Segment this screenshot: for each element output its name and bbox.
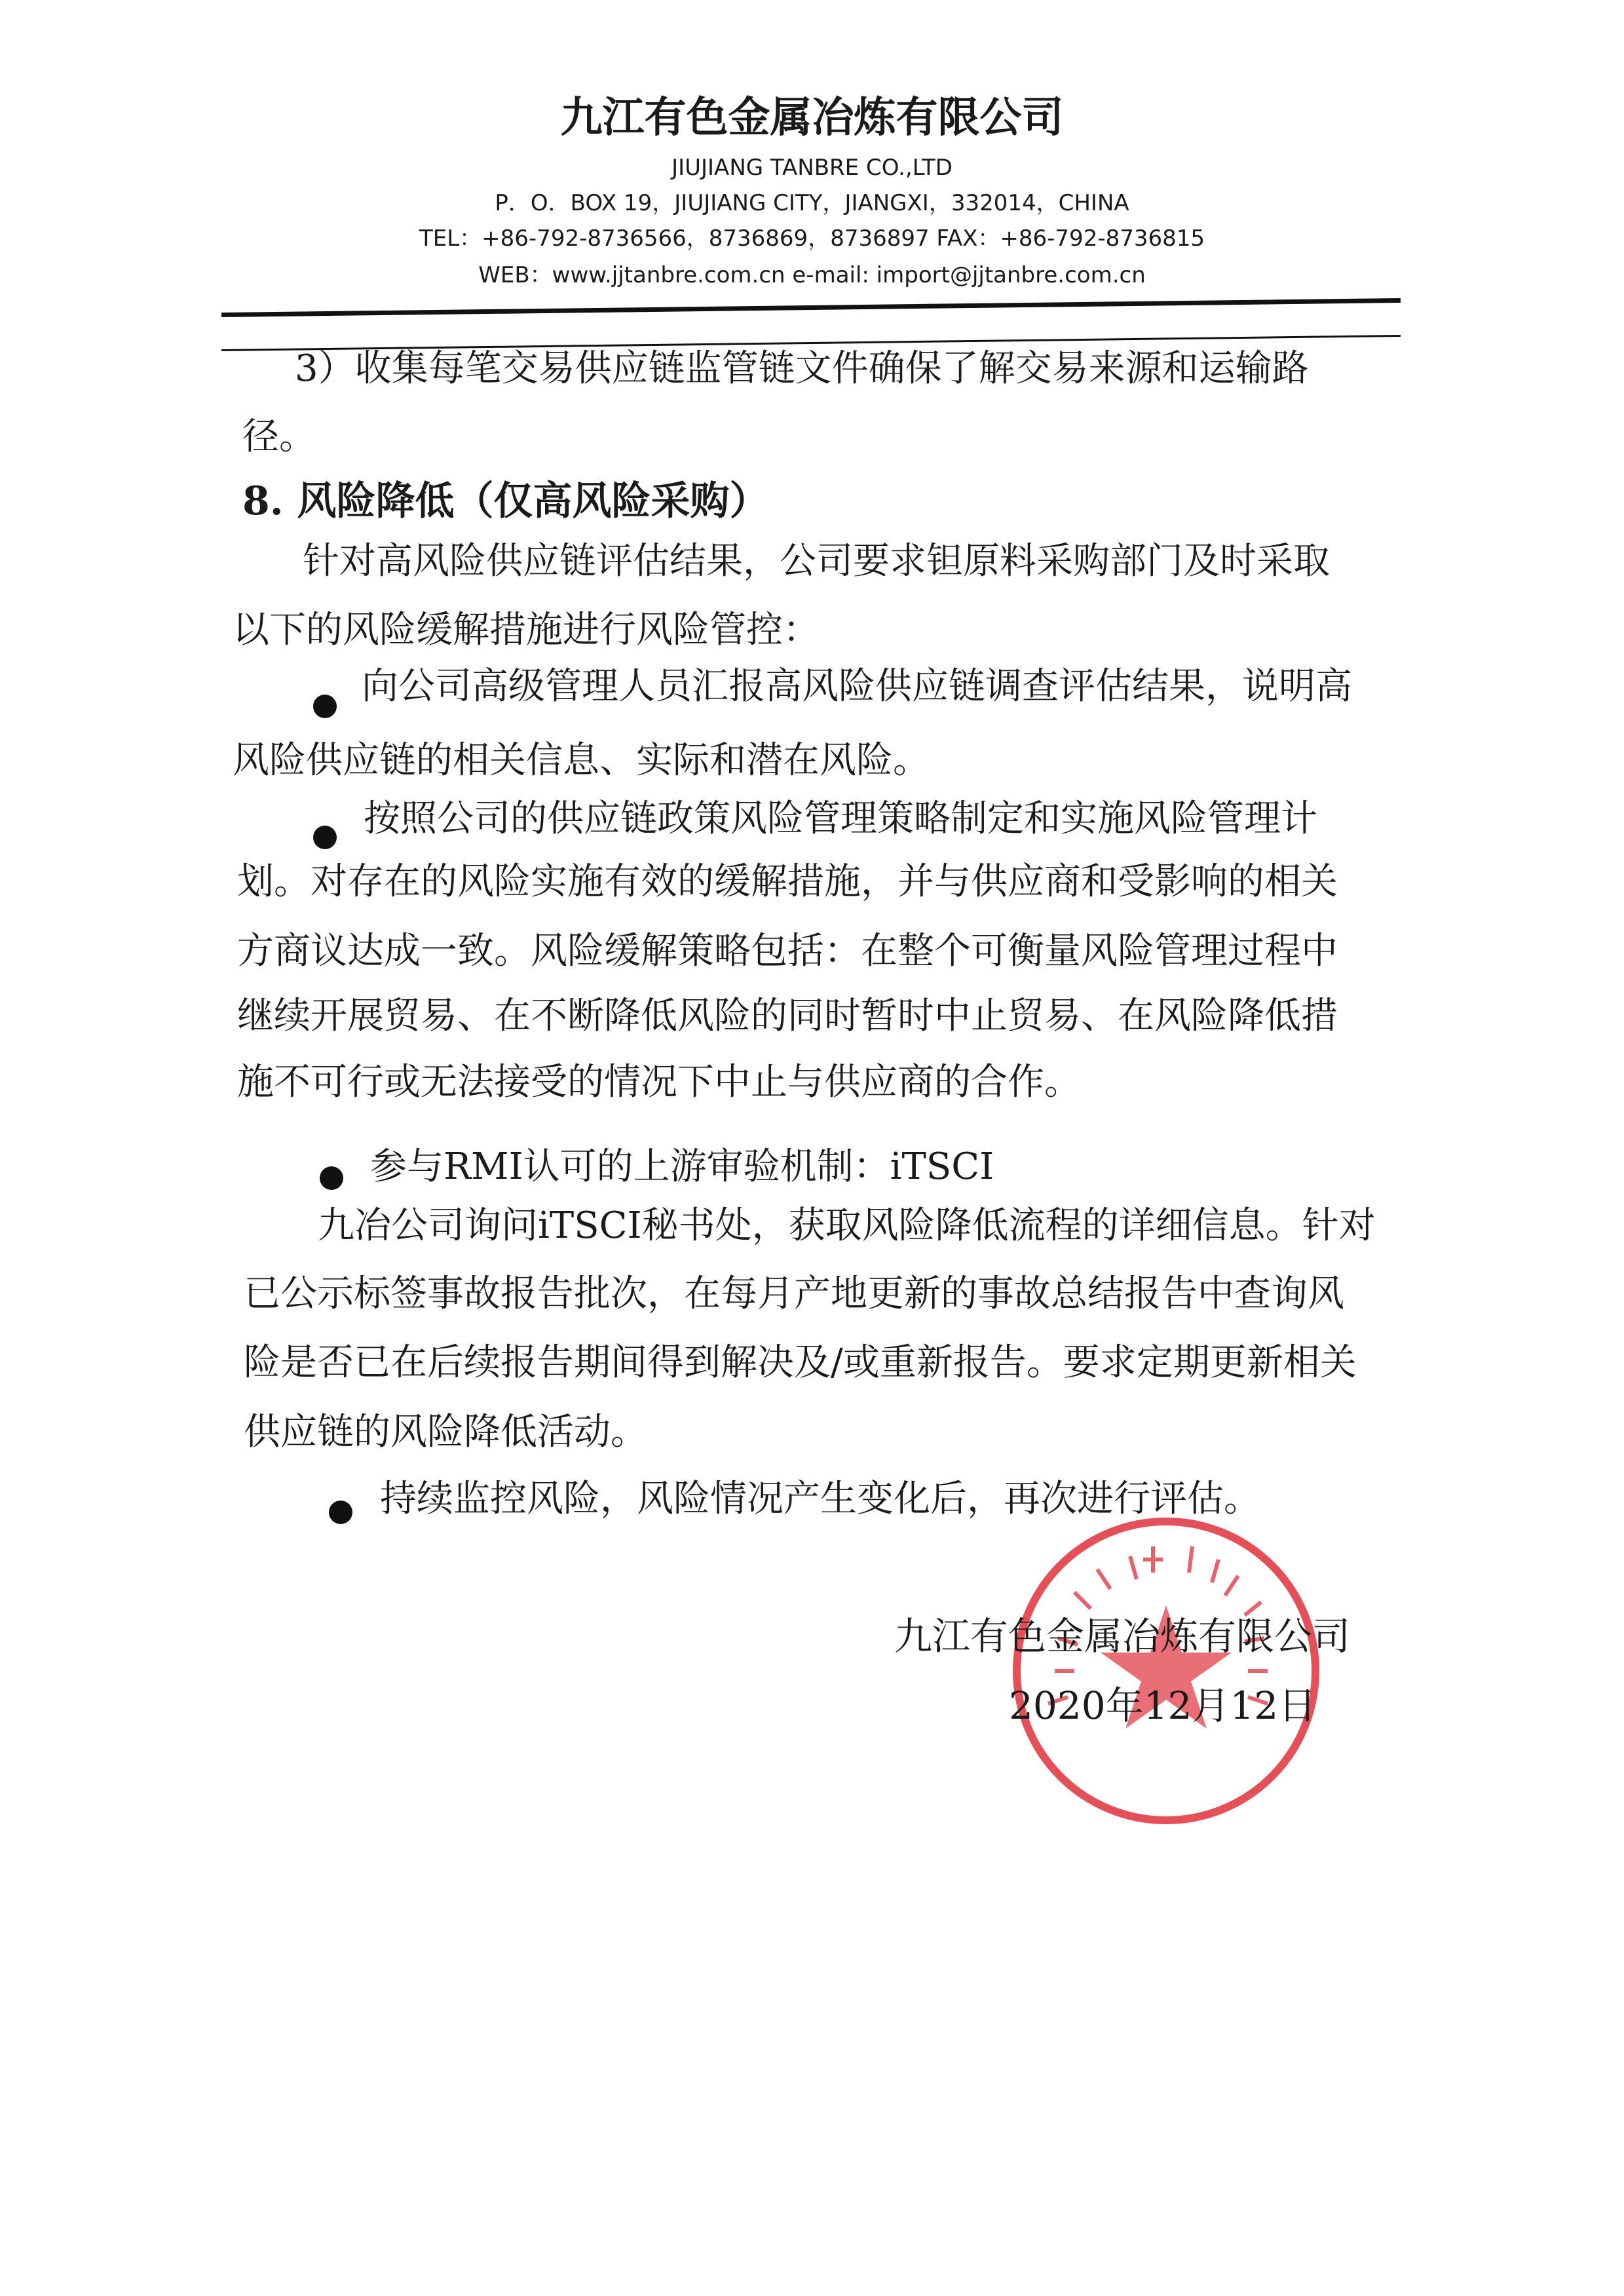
intro-line2: 以下的风险缓解措施进行风险管控：	[233, 609, 820, 651]
bullet-icon	[313, 695, 337, 718]
bullet2-line1: 按照公司的供应链政策风险管理策略制定和实施风险管理计	[364, 797, 1317, 840]
letterhead-address: P．O．BOX 19，JIUJIANG CITY，JIANGXI，332014，CHINA	[495, 190, 1129, 216]
bullet4-text: 持续监控风险，风险情况产生变化后，再次进行评估。	[380, 1478, 1260, 1520]
letterhead-phone-fax: TEL：+86-792-8736566，8736869，8736897 FAX：+86-792-8736815	[419, 225, 1205, 252]
itsci-line3: 险是否已在后续报告期间得到解决及/或重新报告。要求定期更新相关	[244, 1341, 1357, 1384]
section-heading: 8. 风险降低（仅高风险采购）	[242, 478, 769, 524]
bullet2-line4: 继续开展贸易、在不断降低风险的同时暂时中止贸易、在风险降低措	[237, 995, 1338, 1037]
company-seal-stamp	[1002, 1507, 1330, 1835]
signature-date: 2020年12月12日	[1009, 1683, 1317, 1728]
item3-line2: 径。	[242, 415, 316, 458]
bullet-icon	[313, 826, 337, 849]
letterhead-company-cn: 九江有色金属冶炼有限公司	[560, 94, 1064, 142]
bullet2-line5: 施不可行或无法接受的情况下中止与供应商的合作。	[237, 1061, 1081, 1103]
letterhead-web-email: WEB：www.jjtanbre.com.cn e-mail: import@jjtanbre.com.cn	[478, 262, 1146, 288]
bullet1-line1: 向公司高级管理人员汇报高风险供应链调查评估结果，说明高	[362, 665, 1352, 708]
itsci-line2: 已公示标签事故报告批次，在每月产地更新的事故总结报告中查询风	[244, 1272, 1344, 1315]
bullet1-line2: 风险供应链的相关信息、实际和潜在风险。	[233, 739, 930, 782]
itsci-line1: 九冶公司询问iTSCI秘书处，获取风险降低流程的详细信息。针对	[318, 1204, 1376, 1247]
intro-line1: 针对高风险供应链评估结果，公司要求钽原料采购部门及时采取	[303, 540, 1330, 583]
bullet2-line2: 划。对存在的风险实施有效的缓解措施，并与供应商和受影响的相关	[237, 860, 1338, 903]
bullet3-text: 参与RMI认可的上游审验机制：iTSCI	[370, 1145, 994, 1188]
header-thick-rule	[221, 298, 1401, 317]
item3-line1: 3）收集每笔交易供应链监管链文件确保了解交易来源和运输路	[295, 347, 1309, 390]
bullet-icon	[329, 1501, 352, 1524]
letterhead-company-en: JIUJIANG TANBRE CO.,LTD	[671, 155, 953, 181]
itsci-line4: 供应链的风险降低活动。	[244, 1411, 647, 1453]
bullet-icon	[320, 1166, 343, 1190]
bullet2-line3: 方商议达成一致。风险缓解策略包括：在整个可衡量风险管理过程中	[237, 930, 1338, 972]
signature-company: 九江有色金属冶炼有限公司	[894, 1614, 1351, 1658]
